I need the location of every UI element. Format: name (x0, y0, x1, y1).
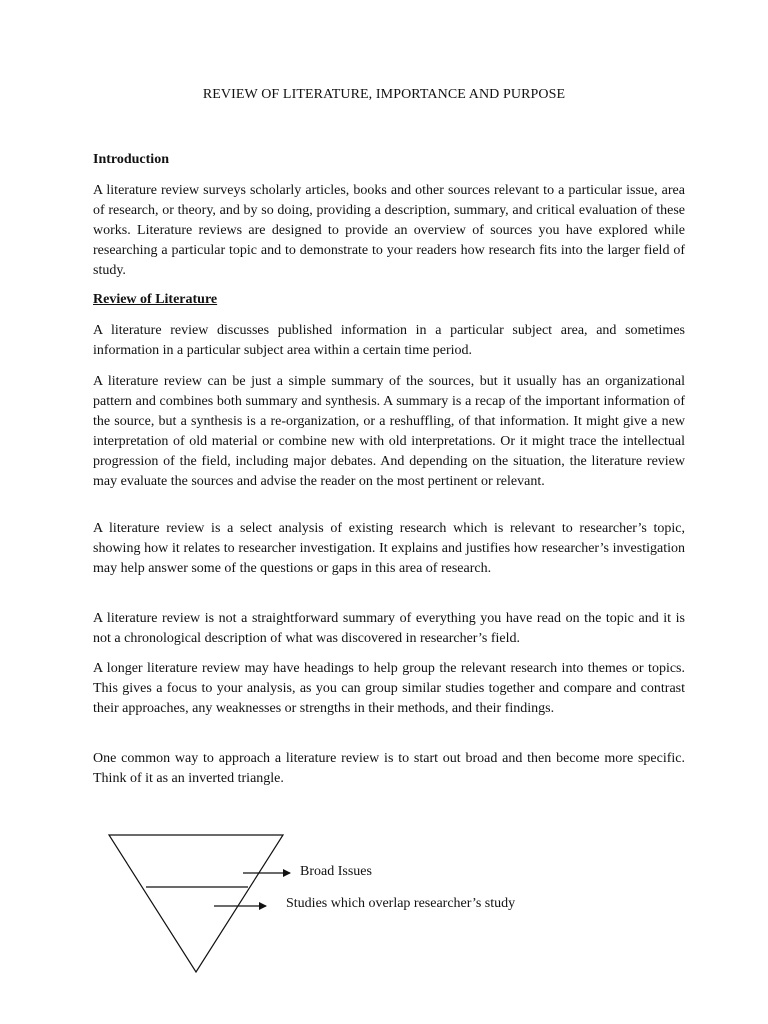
review-of-literature-heading: Review of Literature (93, 292, 218, 307)
review-paragraph-6: One common way to approach a literature review is to start out broad and then become more specific. Think of it as an inverted triangle. (93, 751, 685, 786)
introduction-heading: Introduction (93, 152, 169, 167)
review-paragraph-3: A literature review is a select analysis of existing research which is relevant to researcher’s topic, showing how it relates to researcher investigation. It explains and justifies how researcher’s investigation may help answer some of the questions or gaps in this area of research. (93, 521, 685, 576)
inverted-triangle-diagram (0, 800, 768, 1024)
review-paragraph-2: A literature review can be just a simple summary of the sources, but it usually has an organizational pattern and combines both summary and synthesis. A summary is a recap of the important information of the source, but a synthesis is a re-organization, or a reshuffling, of that information. It might give a new interpretation of old material or combine new with old interpretations. Or it might trace the intellectual progression of the field, including major debates. And depending on the situation, the literature review may evaluate the sources and advise the reader on the most pertinent or relevant. (93, 374, 685, 489)
overlap-studies-label: Studies which overlap researcher’s study (286, 896, 516, 911)
review-paragraph-5: A longer literature review may have headings to help group the relevant research into themes or topics. This gives a focus to your analysis, as you can group similar studies together and compare and contrast their approaches, any weaknesses or strengths in their methods, and their findings. (93, 661, 685, 716)
broad-issues-label: Broad Issues (300, 864, 372, 879)
inverted-triangle-figure (0, 800, 768, 1024)
inverted-triangle-shape (109, 835, 283, 972)
document-title: REVIEW OF LITERATURE, IMPORTANCE AND PURPOSE (202, 87, 566, 102)
review-paragraph-1: A literature review discusses published information in a particular subject area, and sometimes information in a particular subject area within a certain time period. (93, 323, 685, 358)
review-paragraph-4: A literature review is not a straightforward summary of everything you have read on the topic and it is not a chronological description of what was discovered in researcher’s field. (93, 611, 685, 646)
introduction-paragraph: A literature review surveys scholarly articles, books and other sources relevant to a particular issue, area of research, or theory, and by so doing, providing a description, summary, and critical evaluation of these works. Literature reviews are designed to provide an overview of sources you have explored while researching a particular topic and to demonstrate to your readers how research fits into the larger field of study. (93, 183, 685, 278)
